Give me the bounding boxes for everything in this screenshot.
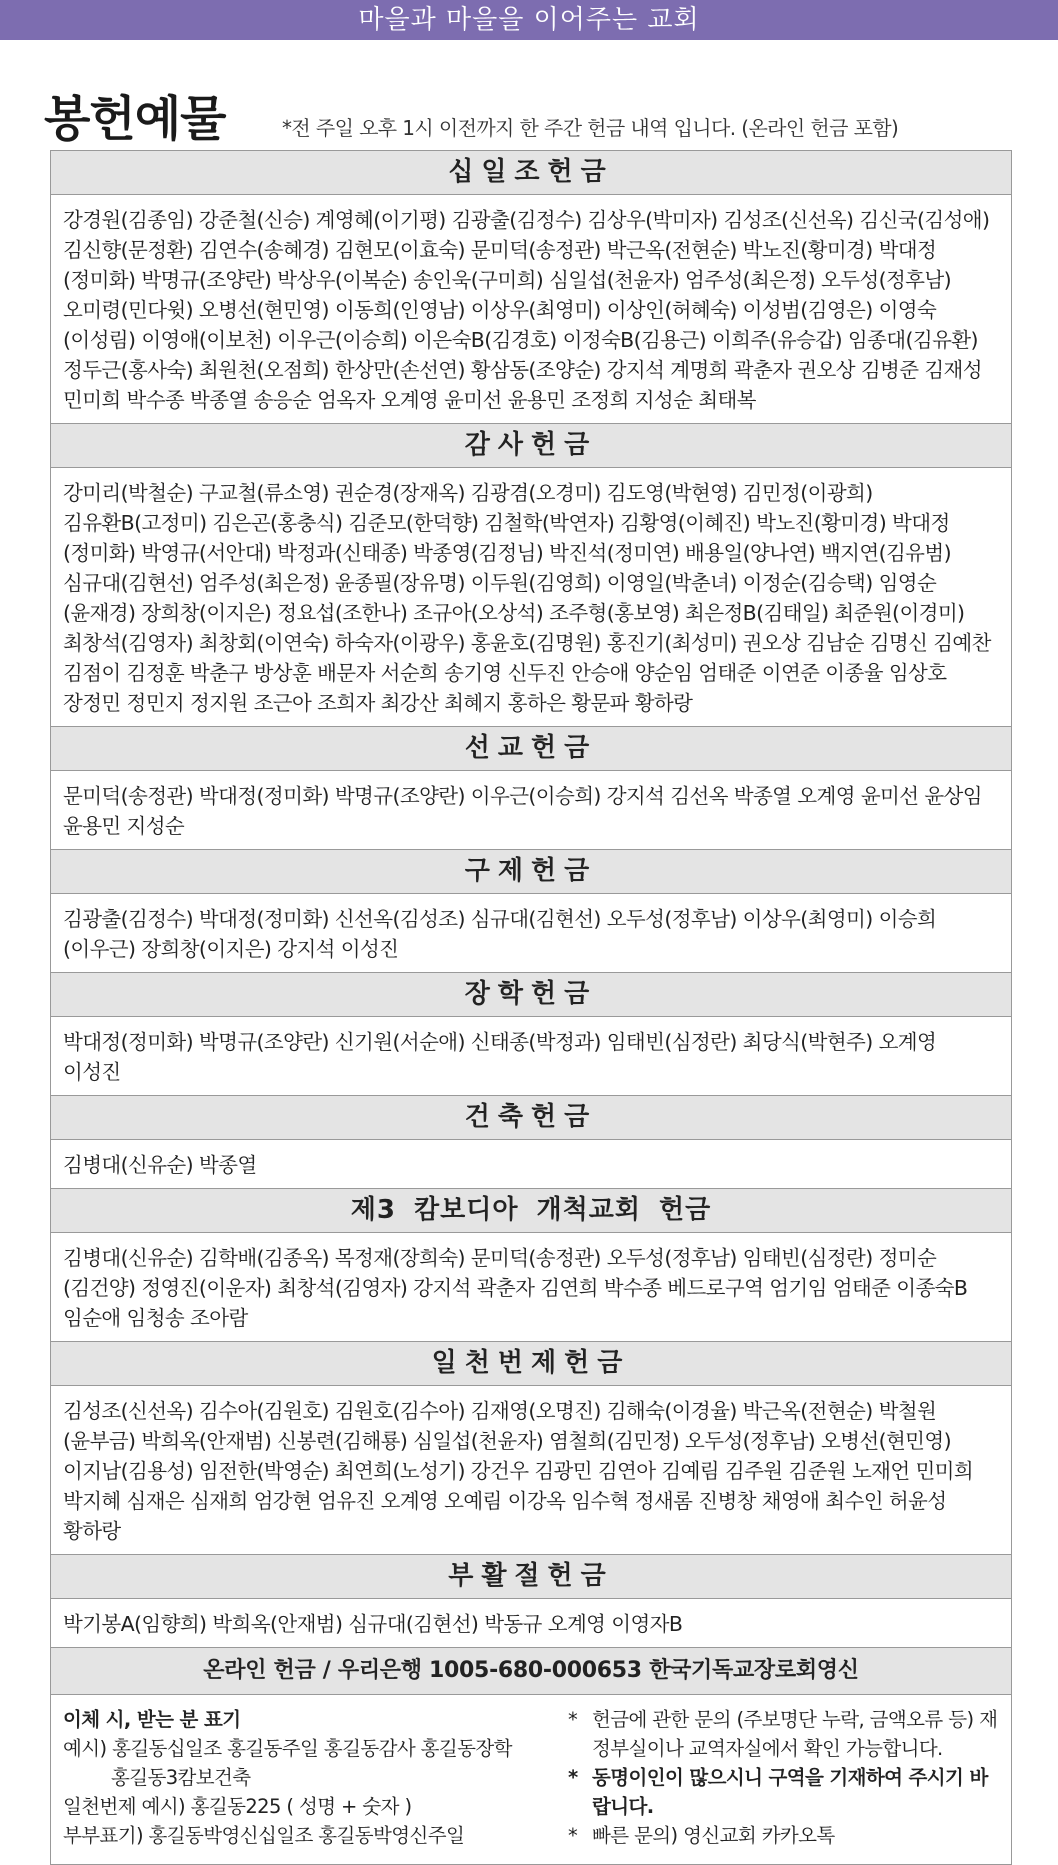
transfer-guide-title: 이체 시, 받는 분 표기 (63, 1708, 241, 1731)
section-names-building: 김병대(신유순) 박종열 (63, 1153, 257, 1177)
section-names-cambodia: 김병대(신유순) 김학배(김종옥) 목정재(장희숙) 문미덕(송정관) 오두성(정후남) 임태빈(심정란) 정미순(김건양) 정영진(이운자) 최창석(김영자) 강지석 곽춘자 김연희 박수종 베드로구역 엄기임 엄태준 이종숙B 임순애 임청송 조아람 (63, 1246, 968, 1330)
section-title-tithe: 십일조헌금 (51, 150, 1011, 195)
section-names-thanks: 강미리(박철순) 구교철(류소영) 권순경(장재옥) 김광겸(오경미) 김도영(박현영) 김민정(이광희) 김유환B(고정미) 김은곤(홍충식) 김준모(한덕향) 김철학(박연자) 김황영(이혜진) 박노진(황미경) 박대정(정미화) 박영규(서안대) 박정과(신태종) 박종영(김정님) 박진석(정미연) 배용일(양나연) 백지연(김유범) 심규대(김현선) 엄주성(최은정) 윤종필(장유명) 이두원(김영희) 이영일(박춘녀) 이정순(김승택) 임영순(윤재경) 장희창(이지은) 정요섭(조한나) 조규아(오상석) 조주형(홍보영) 최은정B(김태일) 최준원(이경미) 최창석(김영자) 최창회(이연숙) 하숙자(이광우) 홍윤호(김명원) 홍진기(최성미) 권오상 김남순 김명신 김예찬 김점이 김정훈 박춘구 방상훈 배문자 서순희 송기영 신두진 안승애 양순임 엄태준 이연준 이종율 임상호 장정민 정민지 정지원 조근아 조희자 최강산 최혜지 홍하은 황문파 황하랑 (63, 481, 991, 715)
section-names-easter: 박기봉A(임향희) 박희옥(안재범) 심규대(김현선) 박동규 오계영 이영자B (63, 1612, 683, 1636)
inquiry-notes (568, 1705, 999, 1850)
section-names-scholarship: 박대정(정미화) 박명규(조양란) 신기원(서순애) 신태종(박정과) 임태빈(심정란) 최당식(박현주) 오계영 이성진 (63, 1030, 937, 1084)
section-names-relief: 김광출(김정수) 박대정(정미화) 신선옥(김성조) 심규대(김현선) 오두성(정후남) 이상우(최영미) 이승희(이우근) 장희창(이지은) 강지석 이성진 (63, 907, 937, 961)
section-names-tithe: 강경원(김종임) 강준철(신승) 계영혜(이기평) 김광출(김정수) 김상우(박미자) 김성조(신선옥) 김신국(김성애) 김신향(문정환) 김연수(송혜경) 김현모(이효숙) 문미덕(송정관) 박근옥(전현순) 박노진(황미경) 박대정(정미화) 박명규(조양란) 박상우(이복순) 송인욱(구미희) 심일섭(천윤자) 엄주성(최은정) 오두성(정후남) 오미령(민다윗) 오병선(현민영) 이동희(인영남) 이상우(최영미) 이상인(허혜숙) 이성범(김영은) 이영숙(이성림) 이영애(이보천) 이우근(이승희) 이은숙B(김경호) 이정숙B(김용근) 이희주(유승갑) 임종대(김유환) 정두근(홍사숙) 최원천(오점희) 한상만(손선연) 황삼동(조양순) 강지석 계명희 곽춘자 권오상 김병준 김재성 민미희 박수종 박종열 송응순 엄옥자 오계영 윤미선 윤용민 조정희 지성순 최태복 (63, 208, 990, 412)
section-title-scholarship: 장학헌금 (51, 972, 1011, 1017)
couple-example: 부부표기) 홍길동박영신십일조 홍길동박영신주일 (63, 1824, 465, 1847)
section-title-thousand: 일천번제헌금 (51, 1341, 1011, 1386)
page-title: 봉헌예물 (44, 91, 226, 147)
inquiry-note-3 (568, 1821, 999, 1850)
asterisk-icon: * (568, 1824, 578, 1847)
inquiry-note-2-text: 동명이인이 많으시니 구역을 기재하여 주시기 바랍니다. (592, 1766, 988, 1818)
section-title-easter: 부활절헌금 (51, 1554, 1011, 1599)
transfer-label-guide (63, 1705, 568, 1850)
inquiry-note-1 (568, 1705, 999, 1763)
asterisk-icon: * (568, 1708, 578, 1731)
period-note: *전 주일 오후 1시 이전까지 한 주간 헌금 내역 입니다. (온라인 헌금 포함) (282, 116, 899, 140)
top-banner: 마을과 마을을 이어주는 교회 (0, 0, 1058, 40)
section-title-relief: 구제헌금 (51, 849, 1011, 894)
transfer-guide (51, 1695, 1011, 1864)
section-names-thousand: 김성조(신선옥) 김수아(김원호) 김원호(김수아) 김재영(오명진) 김해숙(이경율) 박근옥(전현순) 박철원(윤부금) 박희옥(안재범) 신봉련(김해룡) 심일섭(천윤자) 염철희(김민정) 오두성(정후남) 오병선(현민영) 이지남(김용성) 임전한(박영순) 최연희(노성기) 강건우 김광민 김연아 김예림 김주원 김준원 노재언 민미희 박지혜 심재은 심재희 엄강현 엄유진 오계영 오예림 이강옥 임수혁 정새롬 진병창 채영애 최수인 허윤성 황하랑 (63, 1399, 974, 1543)
inquiry-note-1-text: 헌금에 관한 문의 (주보명단 누락, 금액오류 등) 재정부실이나 교역자실에서 확인 가능합니다. (592, 1708, 998, 1760)
thousand-offering-example: 일천번제 예시) 홍길동225 ( 성명 + 숫자 ) (63, 1795, 412, 1818)
section-title-building: 건축헌금 (51, 1095, 1011, 1140)
offering-list (50, 150, 1012, 1865)
transfer-example: 예시) 홍길동십일조 홍길동주일 홍길동감사 홍길동장학 (63, 1737, 512, 1760)
asterisk-icon: * (568, 1766, 578, 1789)
inquiry-note-3-text: 빠른 문의) 영신교회 카카오톡 (592, 1824, 835, 1847)
transfer-example-cont: 홍길동3캄보건축 (111, 1766, 251, 1789)
inquiry-note-2 (568, 1763, 999, 1821)
section-title-cambodia: 제3 캄보디아 개척교회 헌금 (51, 1188, 1011, 1233)
section-names-mission: 문미덕(송정관) 박대정(정미화) 박명규(조양란) 이우근(이승희) 강지석 김선옥 박종열 오계영 윤미선 윤상임 윤용민 지성순 (63, 784, 982, 838)
section-title-mission: 선교헌금 (51, 726, 1011, 771)
section-title-thanks: 감사헌금 (51, 423, 1011, 468)
title-row (0, 40, 1058, 150)
online-bank-account: 온라인 헌금 / 우리은행 1005-680-000653 한국기독교장로회영신 (51, 1647, 1011, 1695)
